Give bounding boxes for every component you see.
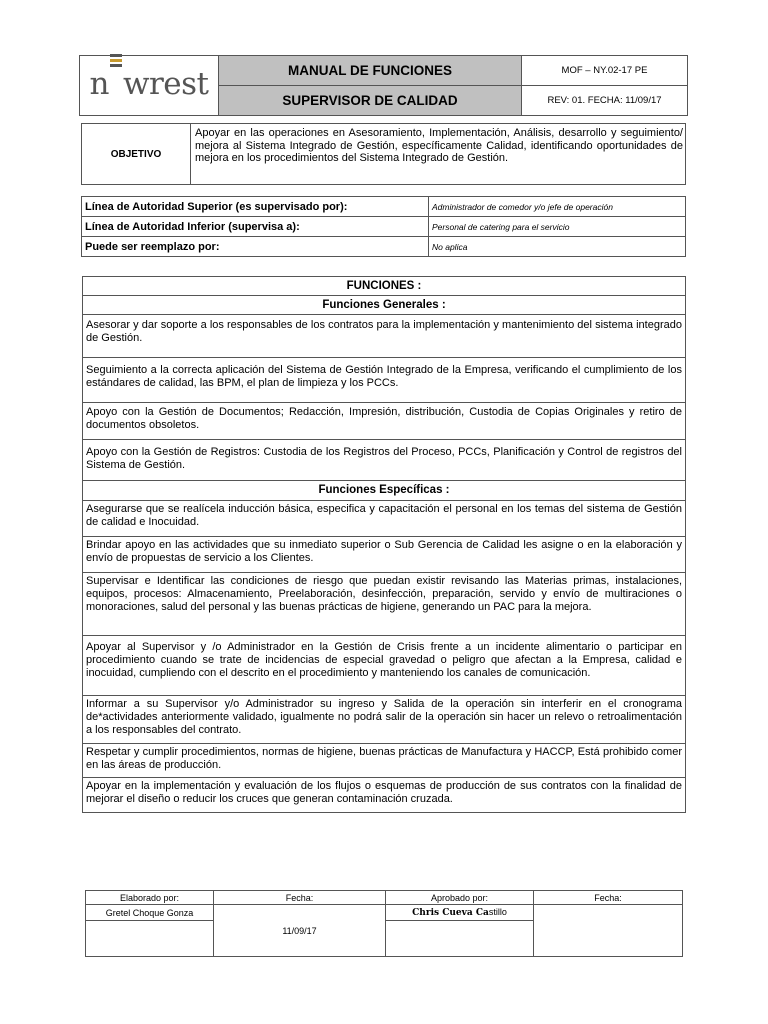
authority-label: Línea de Autoridad Superior (es supervisado por): bbox=[82, 197, 429, 217]
fecha2-value bbox=[534, 905, 683, 957]
aprobado-label: Aprobado por: bbox=[386, 891, 534, 905]
elaborado-label: Elaborado por: bbox=[86, 891, 214, 905]
document-header bbox=[79, 55, 688, 116]
authority-label: Puede ser reemplazo por: bbox=[82, 237, 429, 257]
authority-table bbox=[81, 196, 686, 257]
company-logo bbox=[80, 56, 219, 116]
approval-footer bbox=[85, 890, 683, 957]
aprobado-signature: Chris Cueva Ca bbox=[412, 908, 489, 918]
document-code: MOF – NY.02-17 PE bbox=[522, 56, 688, 86]
aprobado-name-rest: stillo bbox=[488, 907, 507, 917]
elaborado-signature-box bbox=[86, 921, 214, 957]
authority-label: Línea de Autoridad Inferior (supervisa a): bbox=[82, 217, 429, 237]
funciones-table bbox=[82, 276, 686, 813]
authority-value: Personal de catering para el servicio bbox=[429, 217, 686, 237]
funcion-especifica-item: Apoyar en la implementación y evaluación de los flujos o esquemas de producción de sus contratos con la finalidad de mejorar el diseño o reducir los cruces que generan contaminación cruzada. bbox=[83, 778, 686, 813]
funcion-general-item: Apoyo con la Gestión de Documentos; Redacción, Impresión, distribución, Custodia de Copias Originales y retiro de documentos obsoletos. bbox=[83, 403, 686, 440]
funcion-general-item: Asesorar y dar soporte a los responsables de los contratos para la implementación y mantenimiento del sistema integrado de Gestión. bbox=[83, 315, 686, 358]
funcion-general-item: Seguimiento a la correcta aplicación del Sistema de Gestión Integrado de la Empresa, verificando el cumplimiento de los estándares de calidad, las BPM, el plan de limpieza y los PCCs. bbox=[83, 358, 686, 403]
funciones-generales-title: Funciones Generales : bbox=[83, 296, 686, 315]
funcion-especifica-item: Respetar y cumplir procedimientos, normas de higiene, buenas prácticas de Manufactura y HACCP, Está prohibido comer en las áreas de producción. bbox=[83, 744, 686, 778]
funcion-especifica-item: Brindar apoyo en las actividades que su inmediato superior o Sub Gerencia de Calidad les asigne o en la elaboración y envío de propuestas de servicio a los Clientes. bbox=[83, 537, 686, 573]
funcion-especifica-item: Apoyar al Supervisor y /o Administrador en la Gestión de Crisis frente a un incidente alimentario o participar en procedimiento cuando se trate de incidencias de especial gravedad o peligro que afectan a la Empresa, calidad e inocuidad, cumpliendo con el descrito en el procedimiento y manteniendo los canales de comunicación. bbox=[83, 636, 686, 696]
objetivo-label: OBJETIVO bbox=[82, 124, 191, 185]
fecha2-label: Fecha: bbox=[534, 891, 683, 905]
authority-row bbox=[82, 197, 686, 217]
funciones-especificas-title: Funciones Específicas : bbox=[83, 481, 686, 501]
document-revision: REV: 01. FECHA: 11/09/17 bbox=[522, 86, 688, 116]
funciones-title: FUNCIONES : bbox=[83, 277, 686, 296]
document-title: MANUAL DE FUNCIONES bbox=[219, 56, 522, 86]
newrest-logo-icon: n wrest bbox=[89, 66, 208, 102]
document-subtitle: SUPERVISOR DE CALIDAD bbox=[219, 86, 522, 116]
fecha-value: 11/09/17 bbox=[214, 905, 386, 957]
authority-row bbox=[82, 217, 686, 237]
objetivo-table bbox=[81, 123, 686, 185]
funcion-general-item: Apoyo con la Gestión de Registros: Custodia de los Registros del Proceso, PCCs, Planificación y Control de registros del Sistema de Gestión. bbox=[83, 440, 686, 481]
authority-value: No aplica bbox=[429, 237, 686, 257]
aprobado-name bbox=[386, 905, 534, 921]
funcion-especifica-item: Supervisar e Identificar las condiciones de riesgo que puedan existir revisando las Materias primas, instalaciones, equipos, procesos: Almacenamiento, Preelaboración, desinfección, preparación, servido y envío de multiraciones o monoraciones, salud del personal y las buenas prácticas de higiene, generando un PAC para la mejora. bbox=[83, 573, 686, 636]
elaborado-name: Gretel Choque Gonza bbox=[86, 905, 214, 921]
fecha-label: Fecha: bbox=[214, 891, 386, 905]
authority-value: Administrador de comedor y/o jefe de operación bbox=[429, 197, 686, 217]
objetivo-text: Apoyar en las operaciones en Asesoramiento, Implementación, Análisis, desarrollo y seguimiento/ mejora al Sistema Integrado de Gestión, específicamente Calidad, identificando oportunidades de mejora en los procedimientos del Sistema Integrado de Gestión. bbox=[191, 124, 686, 185]
authority-row bbox=[82, 237, 686, 257]
aprobado-signature-box bbox=[386, 921, 534, 957]
funcion-especifica-item: Informar a su Supervisor y/o Administrador su ingreso y Salida de la operación sin interferir en el cronograma de*actividades anteriormente validado, igualmente no podrá salir de la operación sin hacer un relevo o retroalimentación a los responsables del contrato. bbox=[83, 696, 686, 744]
funcion-especifica-item: Asegurarse que se realícela inducción básica, especifica y capacitación el personal en los temas del sistema de Gestión de calidad e Inocuidad. bbox=[83, 501, 686, 537]
